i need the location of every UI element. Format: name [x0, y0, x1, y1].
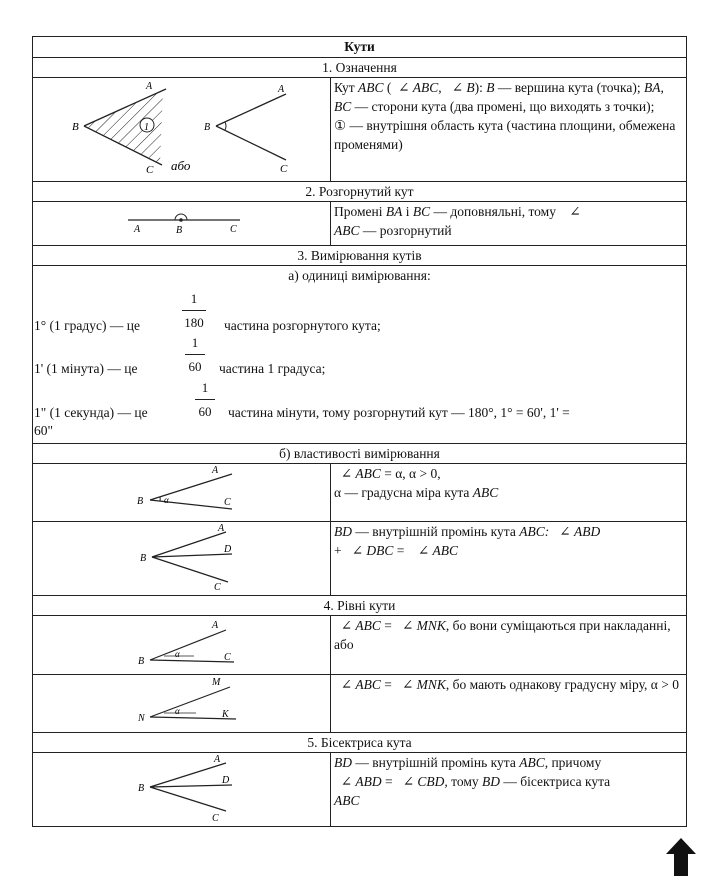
- section-measurement: 3. Вимірювання кутів: [33, 246, 687, 266]
- alpha-text: ∠ ABC = α, α > 0, α — градусна міра кута ABC: [331, 464, 687, 522]
- straight-angle-diagram: [36, 202, 334, 240]
- or-label: або: [171, 158, 191, 173]
- equal-overlay-figure: [33, 616, 331, 675]
- svg-text:α: α: [175, 706, 180, 716]
- inner-ray-figure: [33, 522, 331, 596]
- svg-text:1: 1: [144, 122, 149, 133]
- equal-measure-text: ∠ ABC = ∠ MNK, бо мають однакову градусну міру, α > 0: [331, 675, 687, 733]
- svg-text:M: M: [212, 677, 221, 688]
- svg-text:C: C: [280, 163, 288, 175]
- svg-text:B: B: [138, 783, 145, 794]
- equal-measure-diagram: [36, 675, 334, 727]
- svg-text:B: B: [72, 121, 79, 133]
- svg-text:α: α: [164, 495, 169, 505]
- second-def-label: 1" (1 секунда) — це: [34, 405, 148, 420]
- straight-angle-figure: [33, 202, 331, 246]
- svg-text:N: N: [138, 713, 145, 724]
- svg-text:A: A: [212, 465, 219, 476]
- degree-def-label: 1° (1 градус) — це: [34, 318, 140, 333]
- svg-text:D: D: [224, 544, 232, 555]
- equal-overlay-diagram: [36, 616, 334, 669]
- angle-icon: ∠: [398, 80, 410, 95]
- svg-text:A: A: [278, 84, 285, 95]
- angle-definition-diagram: [36, 78, 334, 176]
- svg-text:B: B: [140, 553, 147, 564]
- definition-figure: [33, 78, 331, 182]
- angle-icon: ∠: [402, 774, 415, 789]
- degree-def-text: частина розгорнутого кута;: [224, 318, 381, 333]
- fraction-1-180: 1 180: [182, 289, 206, 332]
- angle-icon: ∠: [340, 774, 353, 789]
- section-definition: 1. Означення: [33, 58, 687, 78]
- table-title: Кути: [33, 37, 687, 58]
- svg-text:B: B: [137, 496, 144, 507]
- angles-table: [32, 36, 687, 827]
- svg-text:C: C: [224, 652, 231, 663]
- section-bisector: 5. Бісектриса кута: [33, 733, 687, 753]
- angle-icon: ∠: [401, 618, 414, 633]
- svg-text:C: C: [214, 582, 221, 590]
- svg-text:A: A: [212, 620, 219, 631]
- angle-icon: ∠: [340, 677, 353, 692]
- equal-overlay-text: ∠ ABC = ∠ MNK, бо вони суміщаються при накладанні, або: [331, 616, 687, 675]
- bisector-figure: [33, 753, 331, 827]
- svg-text:α: α: [175, 649, 180, 659]
- arrow-up-icon[interactable]: [664, 836, 698, 881]
- svg-text:A: A: [218, 523, 225, 534]
- angle-icon: ∠: [351, 543, 364, 558]
- section-equal-angles: 4. Рівні кути: [33, 596, 687, 616]
- svg-text:C: C: [212, 813, 219, 821]
- minute-def-text: частина 1 градуса;: [219, 361, 326, 376]
- svg-text:C: C: [224, 497, 231, 508]
- svg-text:B: B: [176, 225, 183, 236]
- inner-ray-text: BD — внутрішній промінь кута ABC: ∠ ABD + ∠ DBC = ∠ ABC: [331, 522, 687, 596]
- equal-measure-figure: [33, 675, 331, 733]
- angle-icon: ∠: [340, 466, 353, 481]
- inner-ray-diagram: [36, 522, 334, 590]
- svg-text:C: C: [146, 164, 154, 176]
- minute-def-label: 1' (1 мінута) — це: [34, 361, 138, 376]
- alpha-figure: [33, 464, 331, 522]
- svg-text:D: D: [222, 775, 230, 786]
- angle-icon: ∠: [401, 677, 414, 692]
- angle-icon: ∠: [417, 543, 430, 558]
- bisector-text: BD — внутрішній промінь кута ABC, причому ∠ ABD = ∠ CBD, тому BD — бісектриса кута ABC: [331, 753, 687, 827]
- svg-text:K: K: [222, 709, 229, 720]
- angle-icon: ∠: [451, 80, 464, 95]
- straight-angle-text: Промені BA і BC — доповняльні, тому ∠ ABC — розгорнутий: [331, 202, 687, 246]
- section-straight-angle: 2. Розгорнутий кут: [33, 182, 687, 202]
- fraction-1-60-a: 1 60: [185, 333, 205, 376]
- units-subtitle: а) одиниці вимірювання:: [288, 268, 431, 283]
- svg-text:A: A: [134, 224, 141, 235]
- fraction-1-60-b: 1 60: [195, 378, 215, 421]
- svg-text:A: A: [214, 754, 221, 765]
- alpha-angle-diagram: [36, 464, 334, 516]
- angle-icon: ∠: [569, 204, 581, 219]
- bisector-diagram: [36, 753, 334, 821]
- section-measurement-properties: б) властивості вимірювання: [33, 444, 687, 464]
- definition-text: Кут ABC ( ∠ ABC, ∠ B): B — вершина кута (точка); BA, BC — сторони кута (два промені, що виходять з точки); ① — внутрішня область кута (частина площини, обмежена променями): [331, 78, 687, 182]
- svg-text:B: B: [204, 122, 211, 133]
- angle-icon: ∠: [340, 618, 353, 633]
- second-def-text: частина мінути, тому розгорнутий кут — 180°, 1° = 60', 1' =: [228, 405, 570, 420]
- svg-text:A: A: [146, 81, 153, 92]
- second-def-tail: 60": [34, 423, 54, 438]
- svg-text:C: C: [230, 224, 237, 235]
- svg-text:B: B: [138, 656, 145, 667]
- units-cell: [33, 266, 687, 444]
- angle-icon: ∠: [559, 524, 571, 539]
